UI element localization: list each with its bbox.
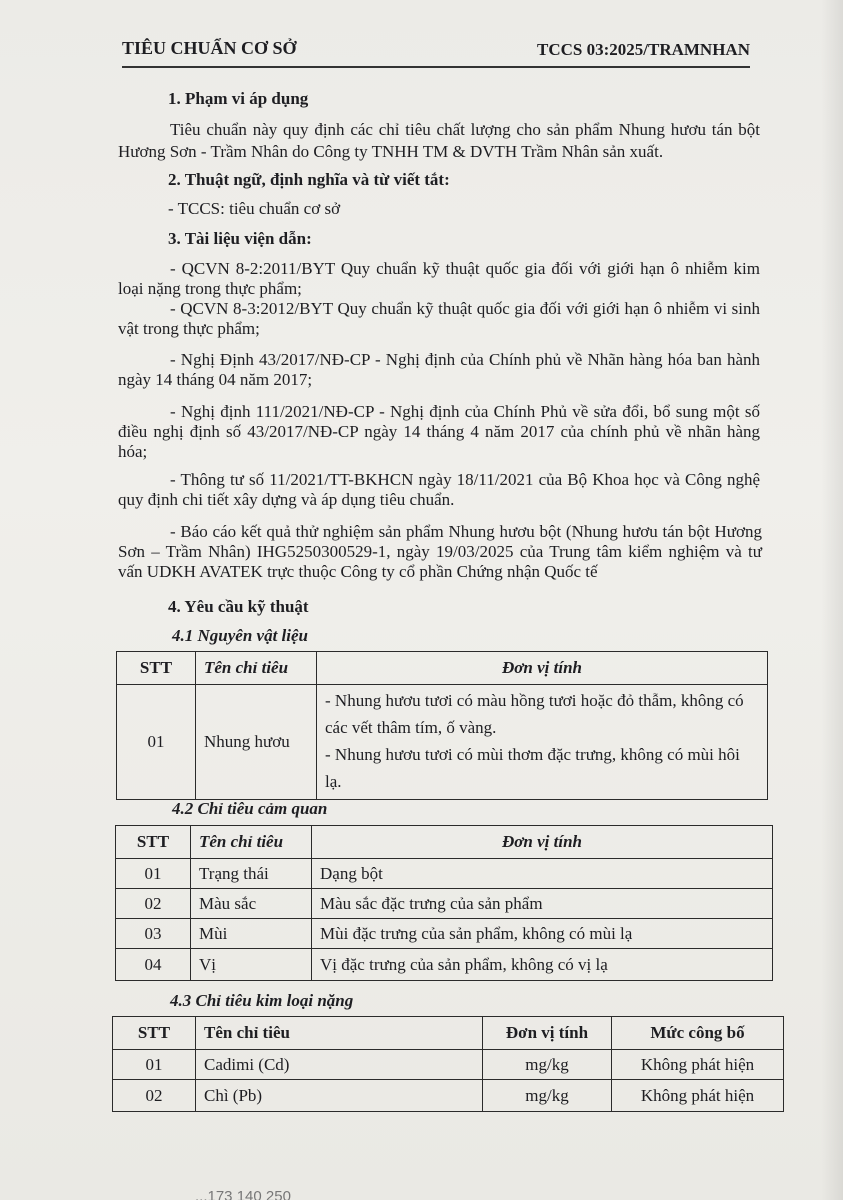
cell-level: Không phát hiện (612, 1080, 784, 1112)
cell-value: Màu sắc đặc trưng của sản phẩm (312, 889, 773, 919)
reference-item: - Báo cáo kết quả thử nghiệm sản phẩm Nhung hươu bột (Nhung hươu tán bột Hương Sơn – Trầm Nhân) IHG5250300529-1, ngày 19/03/2025 của Trung tâm kiểm nghiệm và tư vấn UDKH AVATEK trực thuộc Công ty cổ phần Chứng nhận Quốc tế (118, 522, 762, 581)
column-header: STT (113, 1017, 196, 1050)
raw-material-table (116, 651, 768, 800)
column-header: STT (116, 826, 191, 859)
section-4-title: 4. Yêu cầu kỹ thuật (168, 597, 309, 616)
table-row (116, 949, 773, 981)
cell-name: Cadimi (Cd) (196, 1050, 483, 1080)
column-header: Tên chỉ tiêu (196, 1017, 483, 1050)
column-header: Tên chỉ tiêu (191, 826, 312, 859)
table-row (116, 889, 773, 919)
reference-item: - QCVN 8-3:2012/BYT Quy chuẩn kỹ thuật quốc gia đối với giới hạn ô nhiễm vi sinh vật trong thực phẩm; (118, 299, 760, 338)
table-header-row (116, 826, 773, 859)
column-header: STT (117, 652, 196, 685)
subsection-4-3-title: 4.3 Chỉ tiêu kim loại nặng (170, 991, 354, 1010)
table-header-row (113, 1017, 784, 1050)
cell-description (317, 685, 768, 800)
column-header: Đơn vị tính (317, 652, 768, 685)
column-header: Mức công bố (612, 1017, 784, 1050)
cell-name: Trạng thái (191, 859, 312, 889)
cell-name: Vị (191, 949, 312, 981)
column-header: Đơn vị tính (483, 1017, 612, 1050)
section-2-title: 2. Thuật ngữ, định nghĩa và từ viết tắt: (168, 170, 450, 189)
header-title: TIÊU CHUẨN CƠ SỞ (122, 38, 297, 58)
section-2-text: - TCCS: tiêu chuẩn cơ sở (168, 199, 341, 218)
table-row (117, 685, 768, 800)
sensory-table (115, 825, 773, 981)
cell-name: Màu sắc (191, 889, 312, 919)
column-header: Tên chỉ tiêu (196, 652, 317, 685)
heavy-metal-table (112, 1016, 784, 1112)
reference-item: - Thông tư số 11/2021/TT-BKHCN ngày 18/11/2021 của Bộ Khoa học và Công nghệ quy định chi tiết xây dựng và áp dụng tiêu chuẩn. (118, 470, 760, 509)
description-line: - Nhung hươu tươi có mùi thơm đặc trưng, không có mùi hôi lạ. (325, 745, 740, 791)
cell-stt: 02 (113, 1080, 196, 1112)
section-1-text: Tiêu chuẩn này quy định các chỉ tiêu chất lượng cho sản phẩm Nhung hươu tán bột Hương Sơn - Trầm Nhân do Công ty TNHH TM & DVTH Trầm Nhân sản xuất. (118, 120, 760, 161)
header-code: TCCS 03:2025/TRAMNHAN (537, 40, 750, 59)
table-header-row (117, 652, 768, 685)
cell-stt: 02 (116, 889, 191, 919)
section-3-title: 3. Tài liệu viện dẫn: (168, 229, 312, 248)
page-footer-number: ...173 140 250 (195, 1188, 291, 1200)
column-header: Đơn vị tính (312, 826, 773, 859)
reference-item: - QCVN 8-2:2011/BYT Quy chuẩn kỹ thuật quốc gia đối với giới hạn ô nhiễm kim loại nặng trong thực phẩm; (118, 259, 760, 298)
cell-name: Mùi (191, 919, 312, 949)
cell-value: Dạng bột (312, 859, 773, 889)
section-1-title: 1. Phạm vi áp dụng (168, 89, 309, 108)
table-row (116, 919, 773, 949)
subsection-4-2-title: 4.2 Chỉ tiêu cảm quan (172, 799, 328, 818)
subsection-4-1-title: 4.1 Nguyên vật liệu (172, 626, 308, 645)
cell-name: Nhung hươu (196, 685, 317, 800)
document-header (122, 34, 750, 68)
cell-name: Chì (Pb) (196, 1080, 483, 1112)
cell-value: Vị đặc trưng của sản phẩm, không có vị lạ (312, 949, 773, 981)
cell-stt: 01 (113, 1050, 196, 1080)
reference-item: - Nghị Định 43/2017/NĐ-CP - Nghị định của Chính phủ về Nhãn hàng hóa ban hành ngày 14 tháng 04 năm 2017; (118, 350, 760, 389)
cell-stt: 04 (116, 949, 191, 981)
cell-stt: 01 (117, 685, 196, 800)
cell-level: Không phát hiện (612, 1050, 784, 1080)
cell-unit: mg/kg (483, 1080, 612, 1112)
cell-stt: 01 (116, 859, 191, 889)
table-row (113, 1080, 784, 1112)
table-row (113, 1050, 784, 1080)
page-edge-shadow (821, 0, 843, 1200)
reference-item: - Nghị định 111/2021/NĐ-CP - Nghị định của Chính Phủ về sửa đổi, bổ sung một số điều nghị định số 43/2017/NĐ-CP ngày 14 tháng 4 năm 2017 của chính phủ về nhãn hàng hóa; (118, 402, 760, 461)
cell-unit: mg/kg (483, 1050, 612, 1080)
description-line: - Nhung hươu tươi có màu hồng tươi hoặc đỏ thẫm, không có các vết thâm tím, ố vàng. (325, 691, 744, 737)
table-row (116, 859, 773, 889)
cell-stt: 03 (116, 919, 191, 949)
cell-value: Mùi đặc trưng của sản phẩm, không có mùi lạ (312, 919, 773, 949)
